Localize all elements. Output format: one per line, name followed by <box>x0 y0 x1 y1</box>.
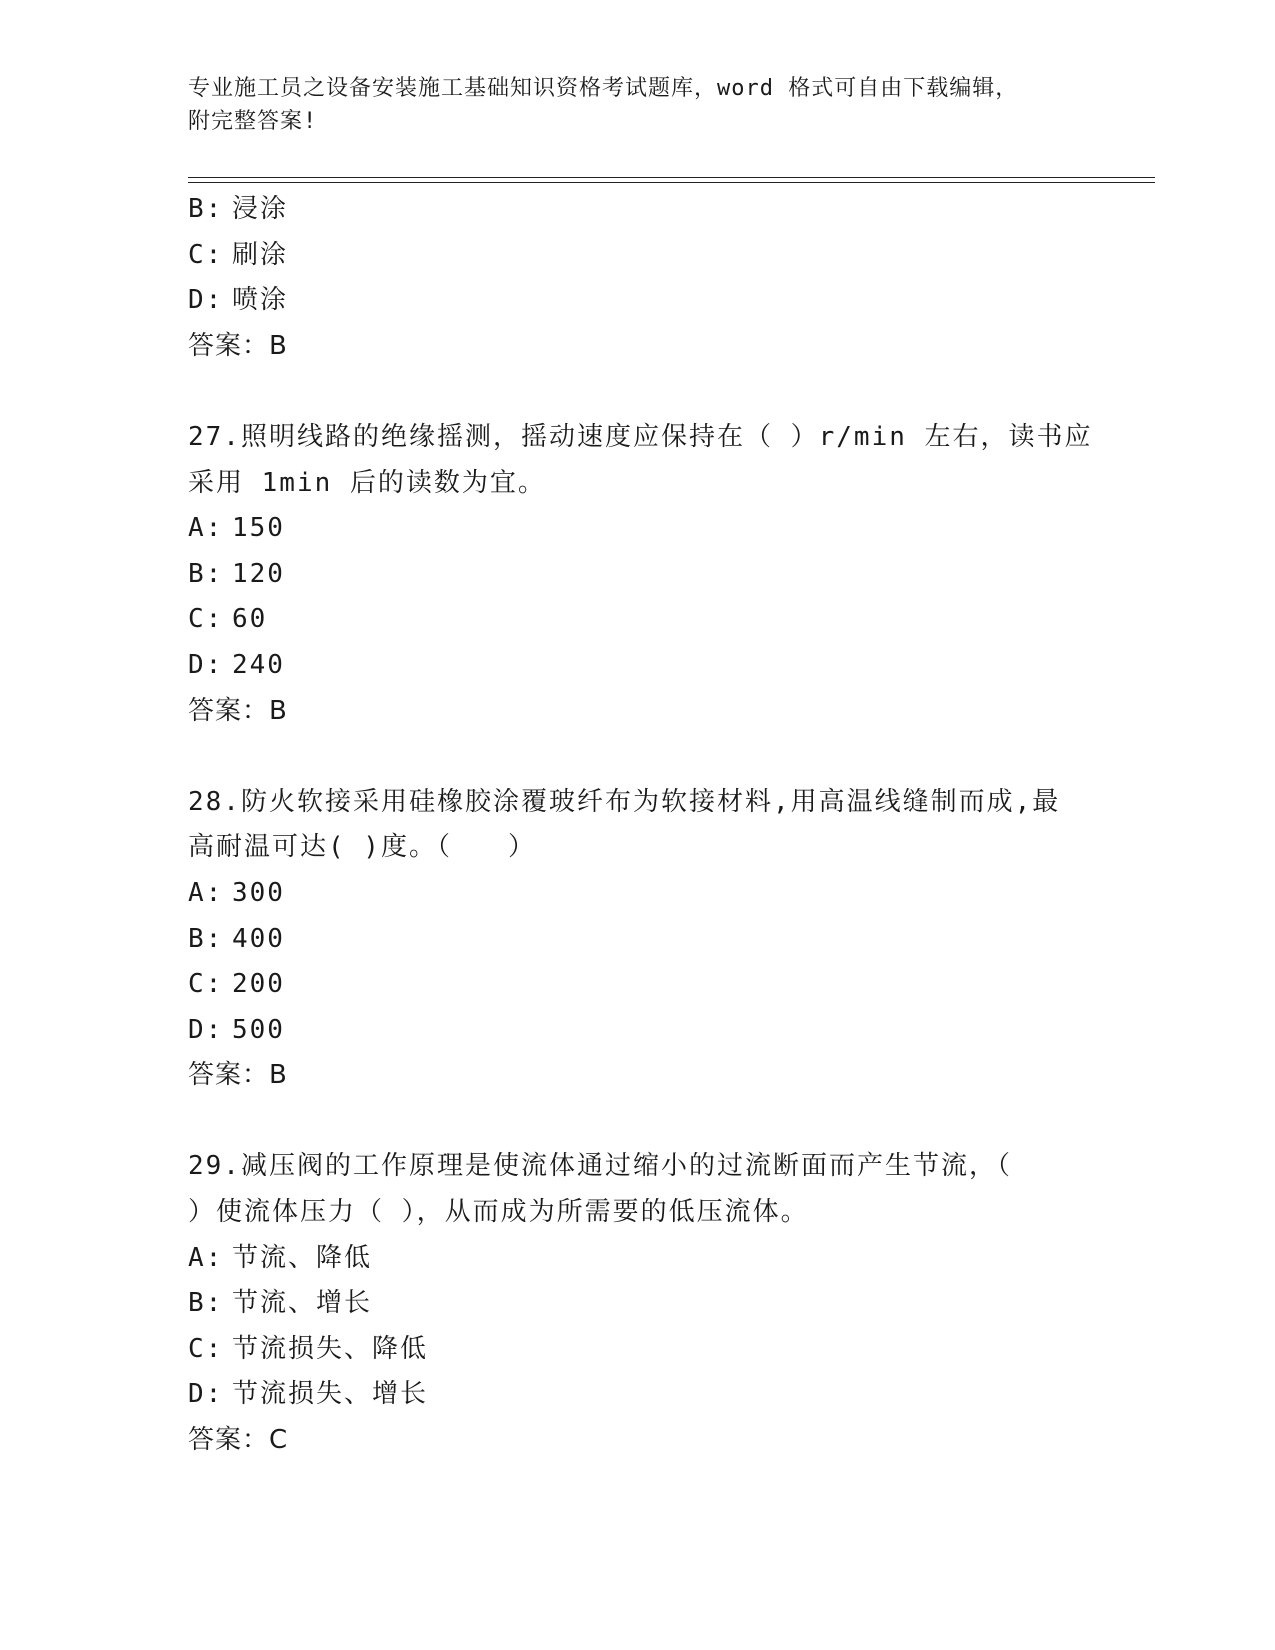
option-text: 500 <box>232 1014 285 1045</box>
option-label: C: <box>188 1333 224 1364</box>
question-27 <box>188 415 1093 734</box>
question-stem-line-2: 采用 1min 后的读数为宜。 <box>188 467 546 498</box>
option-label: B: <box>188 558 224 589</box>
option-c <box>188 233 1088 279</box>
option-b <box>188 1281 1088 1327</box>
option-label: C: <box>188 239 224 270</box>
option-text: 节流损失、增长 <box>232 1379 429 1410</box>
question-stem-line-2: ）使流体压力（ ），从而成为所需要的低压流体。 <box>188 1197 809 1228</box>
answer-line: 答案：B <box>188 1060 288 1091</box>
option-label: D: <box>188 285 224 316</box>
page-header <box>188 72 1088 138</box>
question-stem-line-1: 27.照明线路的绝缘摇测，摇动速度应保持在（ ）r/min 左右，读书应 <box>188 421 1093 452</box>
answer-line: 答案：C <box>188 1425 289 1456</box>
prev-question-block <box>188 187 1088 369</box>
option-b <box>188 917 1088 963</box>
option-label: D: <box>188 1014 224 1045</box>
option-text: 节流、降低 <box>232 1242 373 1273</box>
option-d <box>188 1008 1088 1054</box>
header-divider-top <box>188 177 1155 178</box>
option-text: 150 <box>232 513 285 544</box>
question-28 <box>188 780 1088 1099</box>
option-text: 刷涂 <box>232 239 289 270</box>
option-label: A: <box>188 513 224 544</box>
option-text: 60 <box>232 604 268 635</box>
option-text: 400 <box>232 923 285 954</box>
option-d <box>188 643 1088 689</box>
question-spacer <box>188 369 1088 415</box>
option-c <box>188 1327 1088 1373</box>
question-stem-line-1: 28.防火软接采用硅橡胶涂覆玻纤布为软接材料,用高温线缝制而成,最 <box>188 786 1061 817</box>
option-text: 节流、增长 <box>232 1288 373 1319</box>
option-label: D: <box>188 1379 224 1410</box>
option-text: 240 <box>232 649 285 680</box>
option-a <box>188 1236 1088 1282</box>
header-divider-bottom <box>188 182 1155 183</box>
option-text: 120 <box>232 558 285 589</box>
answer-line: 答案：B <box>188 330 288 361</box>
option-text: 300 <box>232 877 285 908</box>
option-text: 200 <box>232 969 285 1000</box>
option-d <box>188 278 1088 324</box>
option-label: C: <box>188 969 224 1000</box>
option-b <box>188 552 1088 598</box>
header-line-1: 专业施工员之设备安装施工基础知识资格考试题库，word 格式可自由下载编辑， <box>188 76 1019 101</box>
option-label: A: <box>188 877 224 908</box>
option-label: D: <box>188 649 224 680</box>
option-label: B: <box>188 923 224 954</box>
option-text: 浸涂 <box>232 194 289 224</box>
question-stem-line-1: 29.减压阀的工作原理是使流体通过缩小的过流断面而产生节流，（ <box>188 1151 1012 1182</box>
option-c <box>188 962 1088 1008</box>
option-a <box>188 871 1088 917</box>
option-label: C: <box>188 604 224 635</box>
question-stem-line-2: 高耐温可达( )度。（ ） <box>188 832 536 863</box>
answer-line: 答案：B <box>188 695 288 726</box>
option-a <box>188 506 1088 552</box>
header-line-2: 附完整答案! <box>188 109 318 134</box>
option-label: B: <box>188 1288 224 1319</box>
option-b <box>188 187 1088 233</box>
option-label: B: <box>188 194 224 224</box>
option-label: A: <box>188 1242 224 1273</box>
option-c <box>188 597 1088 643</box>
option-text: 喷涂 <box>232 285 289 316</box>
option-text: 节流损失、降低 <box>232 1333 429 1364</box>
question-spacer <box>188 734 1088 780</box>
question-spacer <box>188 1099 1088 1145</box>
question-29 <box>188 1144 1088 1463</box>
option-d <box>188 1372 1088 1418</box>
question-content <box>188 187 1093 1464</box>
